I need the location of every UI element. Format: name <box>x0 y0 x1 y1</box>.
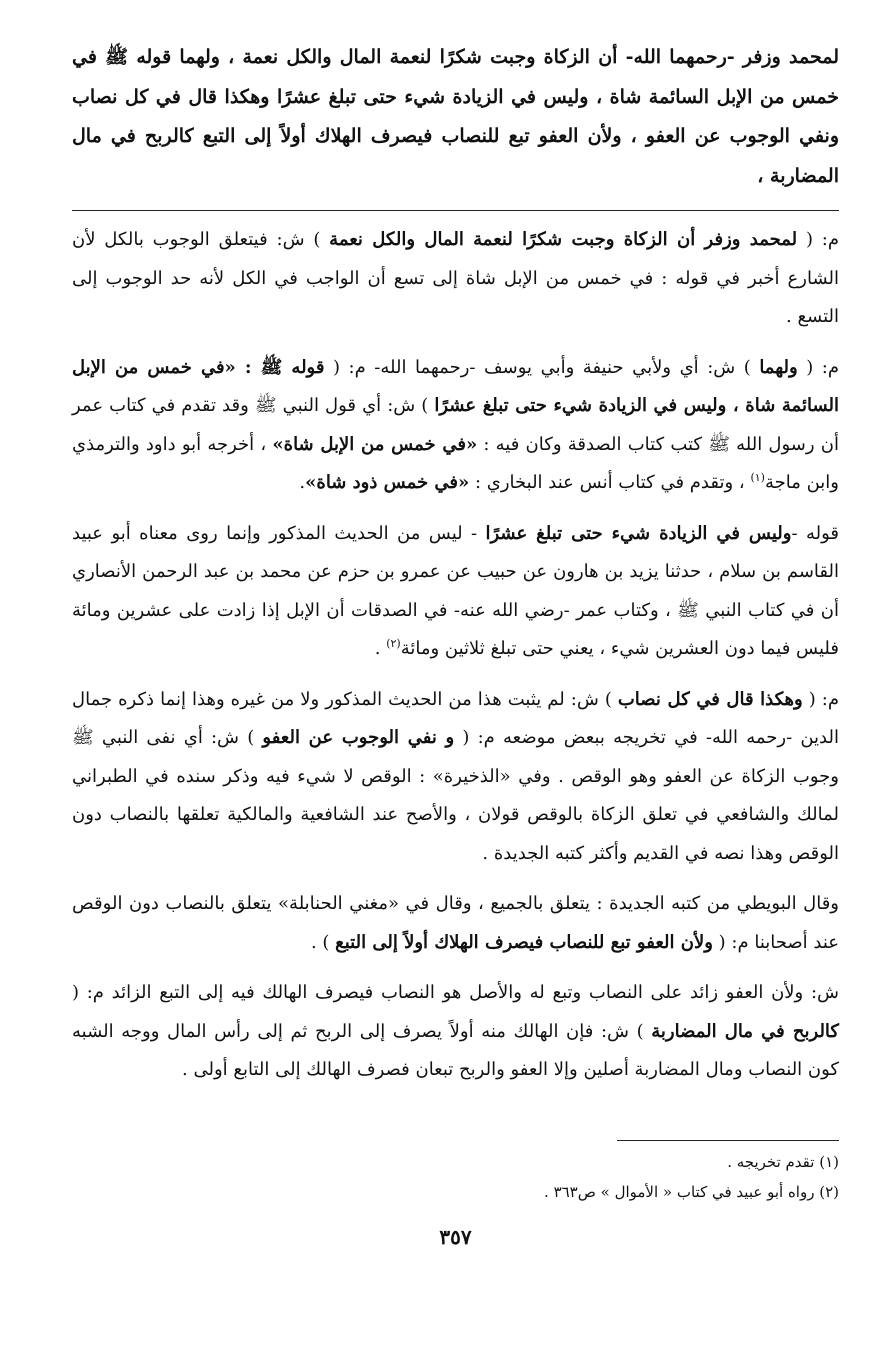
matn-block <box>72 38 839 196</box>
sharh-paragraph-3: قوله -وليس في الزيادة شيء حتى تبلغ عشرًا - ليس من الحديث المذكور وإنما روى معناه أبو عبيد القاسم بن سلام ، حدثنا يزيد بن هارون عن حبيب عن عمرو بن حزم عن محمد بن عبد الرحمن الأنصاري أن في كتاب النبي ﷺ ، وكتاب عمر -رضي الله عنه- في الصدقات أن الإبل إذا زادت على عشرين ومائة فليس فيما دون العشرين شيء ، يعني حتى تبلغ ثلاثين ومائة$^{(٢)}$ . <box>72 522 839 659</box>
matn-separator <box>72 210 839 211</box>
sharh-paragraph-4: م: ( وهكذا قال في كل نصاب ) ش: لم يثبت هذا من الحديث المذكور ولا من غيره وهذا إنما ذكره جمال الدين -رحمه الله- في تخريجه ببعض موضعه م: ( و نفي الوجوب عن العفو ) ش: أي نفى النبي ﷺ وجوب الزكاة عن العفو وهو الوقص . وفي «الذخيرة» : الوقص لا شيء فيه وذكر سنده في الطبراني لمالك والشافعي في تعلق الزكاة بالوقص قولان ، والأصح عند الشافعية والمالكية تعلقها بالنصاب دون الوقص وهذا نصه في القديم وأكثر كتبه الجديدة . <box>72 688 839 864</box>
page <box>72 38 839 1249</box>
sharh-paragraph-5: وقال البويطي من كتبه الجديدة : يتعلق بالجميع ، وقال في «مغني الحنابلة» يتعلق بالنصاب دون الوقص عند أصحابنا م: ( ولأن العفو تبع للنصاب فيصرف الهلاك أولاً إلى التبع ) . <box>72 893 839 953</box>
sharh-block <box>72 221 839 1090</box>
footnote-2: (٢) رواه أبو عبيد في كتاب « الأموال » ص٣٦٣ . <box>544 1182 839 1201</box>
sharh-paragraph-2: م: ( ولهما ) ش: أي ولأبي حنيفة وأبي يوسف -رحمهما الله- م: ( قوله ﷺ : «في خمس من الإبل السائمة شاة ، وليس في الزيادة شيء حتى تبلغ عشرًا ) ش: أي قول النبي ﷺ وقد تقدم في كتاب عمر أن رسول الله ﷺ كتب كتاب الصدقة وكان فيه : «في خمس من الإبل شاة» ، أخرجه أبو داود والترمذي وابن ماجة$^{(١)}$ ، وتقدم في كتاب أنس عند البخاري : «في خمس ذود شاة». <box>72 356 840 493</box>
page-number: ٣٥٧ <box>439 1224 472 1249</box>
footnote-ref-1: (١) <box>750 471 765 484</box>
footnote-1: (١) تقدم تخريجه . <box>727 1152 839 1171</box>
footnotes <box>72 1147 839 1207</box>
sharh-paragraph-6: ش: ولأن العفو زائد على النصاب وتبع له والأصل هو النصاب فيصرف الهالك فيه إلى التبع الزائد م: ( كالربح في مال المضاربة ) ش: فإن الهالك منه أولاً يصرف إلى الربح ثم إلى رأس المال ووجه الشبه كون النصاب ومال المضاربة أصلين وإلا العفو والربح تبعان فصرف الهالك إلى التابع أولى . <box>72 982 839 1080</box>
footnote-separator <box>617 1140 839 1141</box>
sharh-paragraph-1: م: ( لمحمد وزفر أن الزكاة وجبت شكرًا لنعمة المال والكل نعمة ) ش: فيتعلق الوجوب بالكل لأن الشارع أخبر في قوله : في خمس من الإبل شاة إلى تسع أن الواجب في الكل لأنه حد الوجوب إلى التسع . <box>72 229 840 327</box>
matn-text: لمحمد وزفر -رحمهما الله- أن الزكاة وجبت شكرًا لنعمة المال والكل نعمة ، ولهما قوله ﷺ في خمس من الإبل السائمة شاة ، وليس في الزيادة شيء حتى تبلغ عشرًا وهكذا قال في كل نصاب ونفي الوجوب عن العفو ، ولأن العفو تبع للنصاب فيصرف الهلاك أولاً إلى التبع كالربح في مال المضاربة ، <box>72 46 839 187</box>
footnote-ref-2: (٢) <box>386 637 401 650</box>
